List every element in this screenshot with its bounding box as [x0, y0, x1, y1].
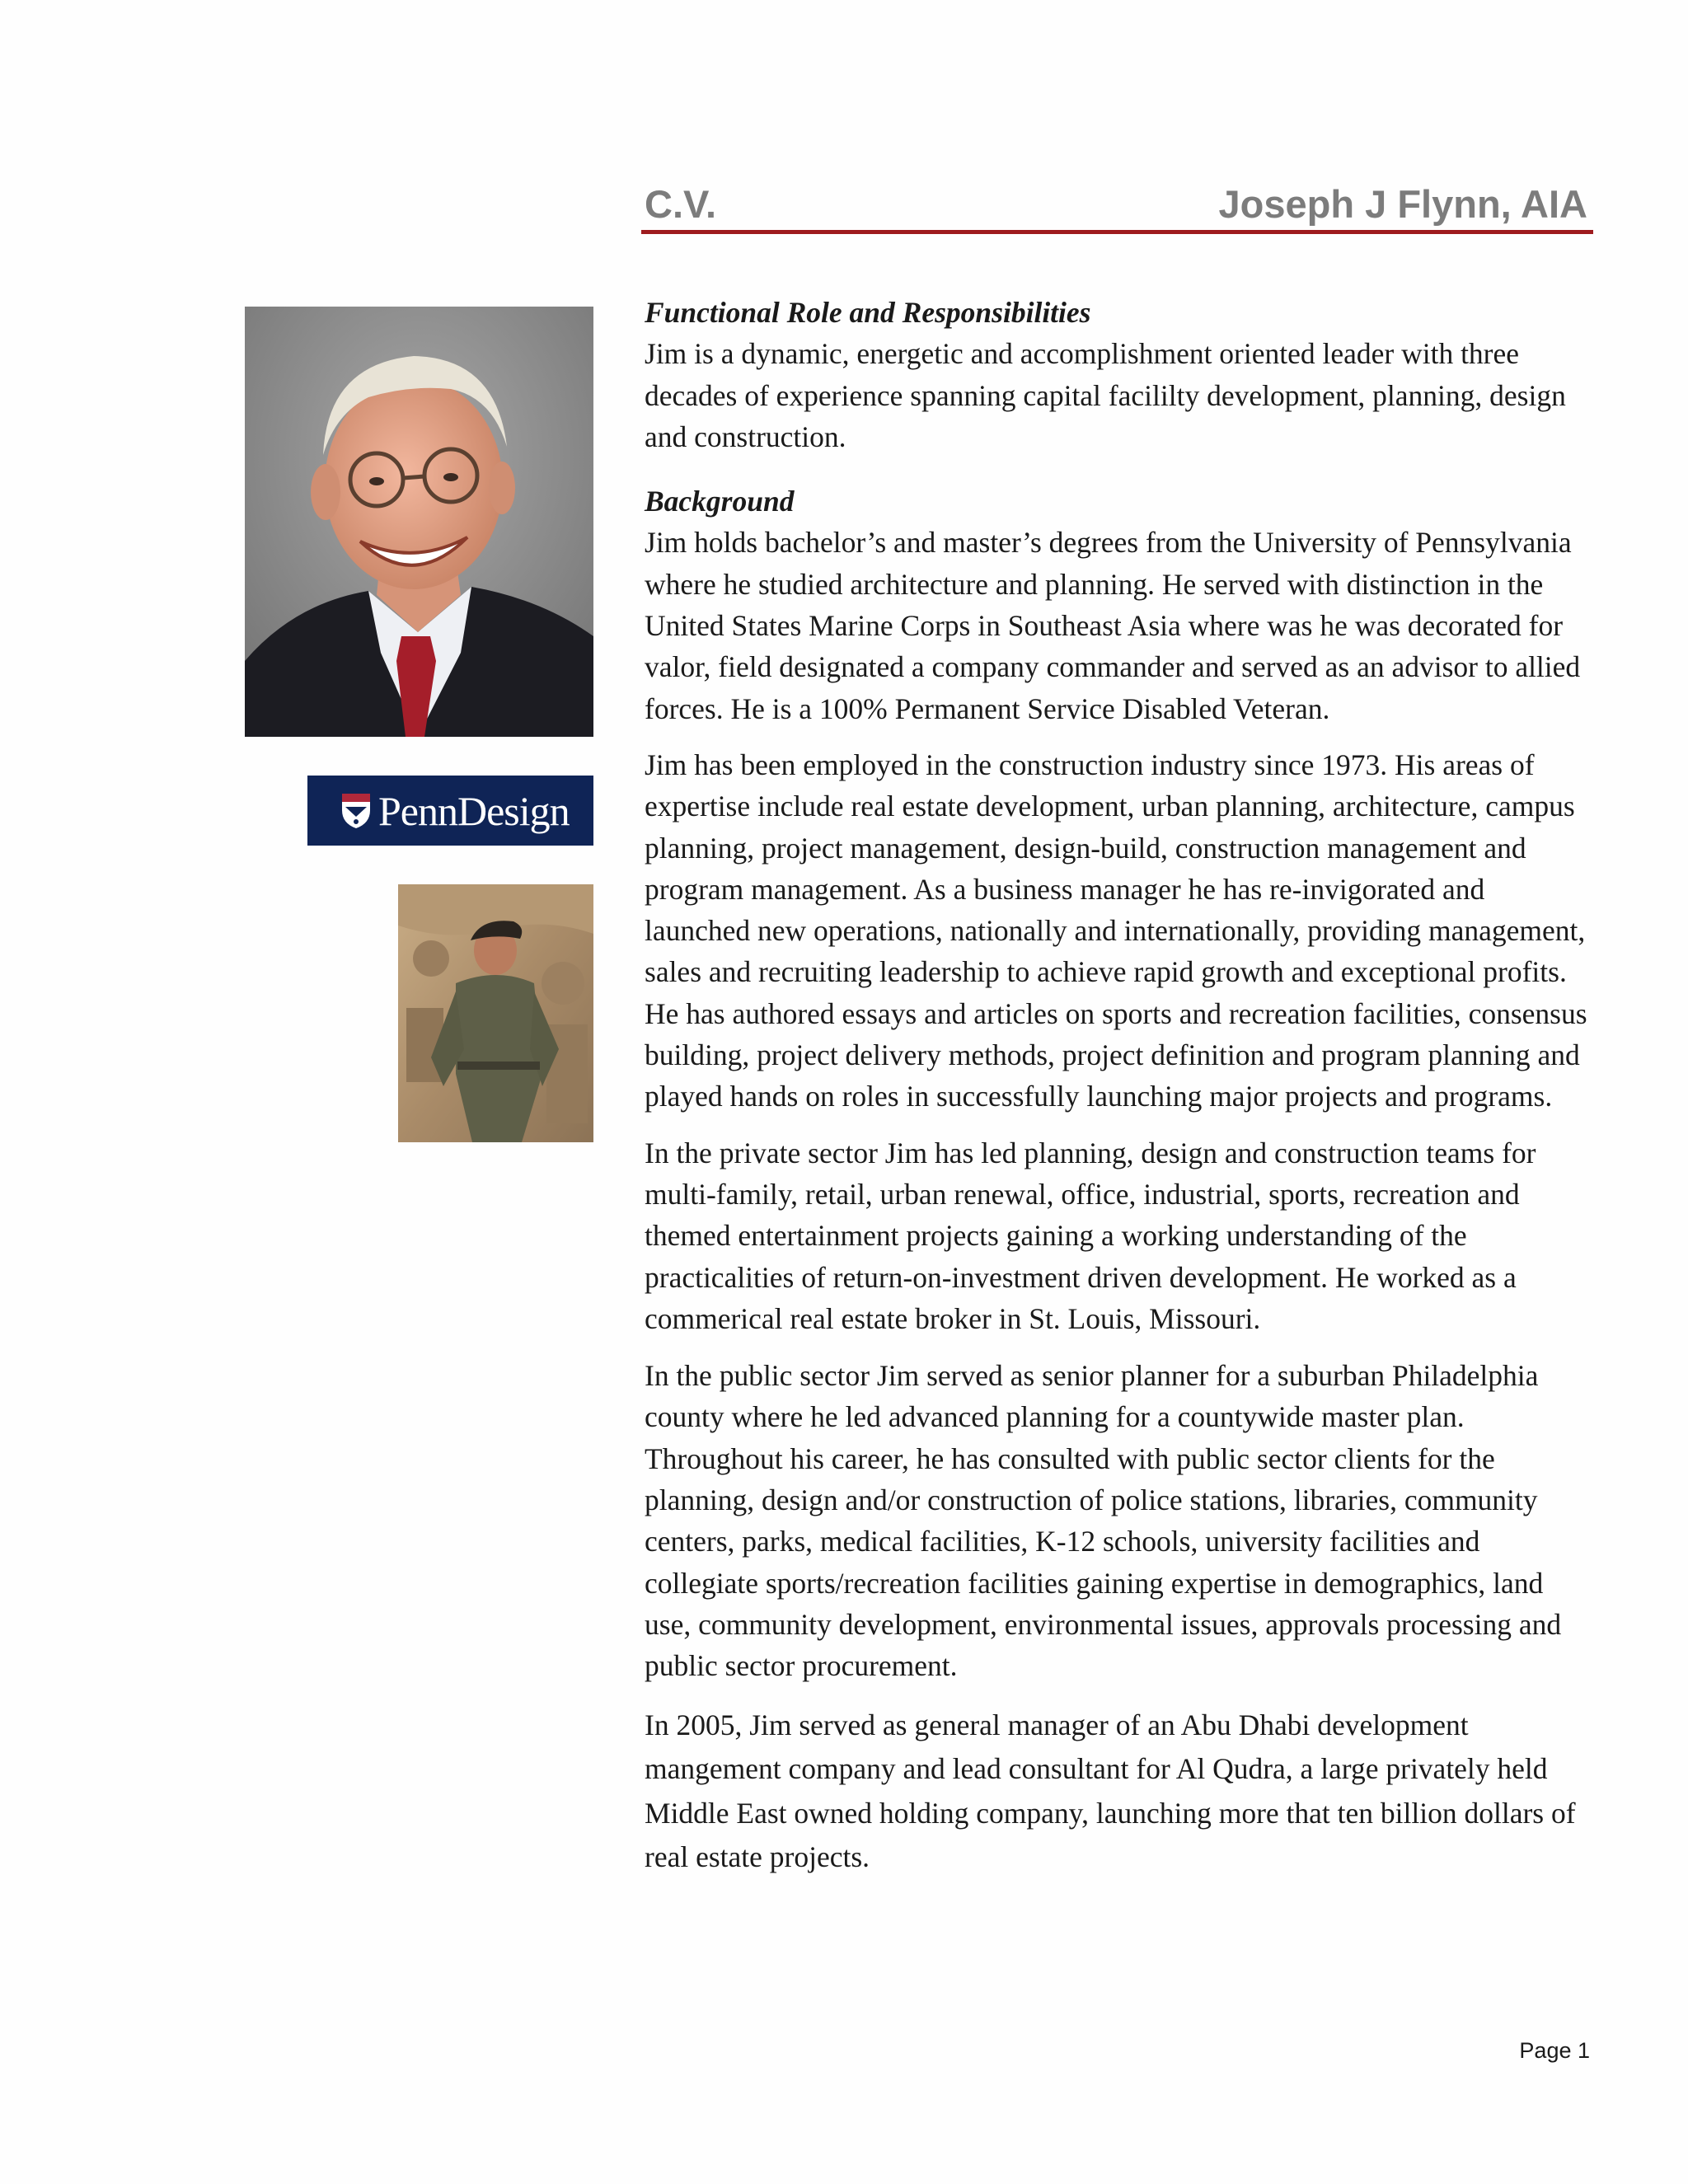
functional-role-section [645, 292, 1594, 457]
cv-body [645, 292, 1594, 1880]
person-name: Joseph J Flynn, AIA [1218, 182, 1587, 226]
penndesign-logo [307, 776, 593, 846]
shield-icon [340, 792, 372, 830]
page-number: Page 1 [1519, 2038, 1590, 2063]
section-heading-functional-role: Functional Role and Responsibilities [645, 296, 1091, 329]
logo-text: PennDesign [378, 788, 570, 834]
portrait-photo [245, 307, 593, 737]
functional-role-text: Jim is a dynamic, energetic and accomplishment oriented leader with three decades of experience spanning capital facililty development, planning, design and construction. [645, 337, 1566, 453]
background-paragraph-1: Jim holds bachelor’s and master’s degrees from the University of Pennsylvania where he studied architecture and planning. He served with distinction in the United States Marine Corps in Southeast Asia where was he was decorated for valor, field designated a company commander and served as an advisor to allied forces. He is a 100% Permanent Service Disabled Veteran. [645, 526, 1581, 725]
cv-title: C.V. [645, 182, 717, 226]
soldier-photo [398, 884, 593, 1142]
background-paragraph-3: In the private sector Jim has led planning, design and construction teams for multi-family, retail, urban renewal, office, industrial, sports, recreation and themed entertainment projects gaining a working understanding of the practicalities of return-on-investment driven development. He worked as a commerical real estate broker in St. Louis, Missouri. [645, 1136, 1536, 1335]
background-paragraph-4: In the public sector Jim served as senior planner for a suburban Philadelphia county where he led advanced planning for a countywide master plan. Throughout his career, he has consulted with public sector clients for the planning, design and/or construction of police stations, libraries, community centers, parks, medical facilities, K-12 schools, university facilities and collegiate sports/recreation facilities gaining expertise in demographics, land use, community development, environmental issues, approvals processing and public sector procurement. [645, 1359, 1562, 1683]
background-paragraph-2: Jim has been employed in the construction industry since 1973. His areas of expertise include real estate development, urban planning, architecture, campus planning, project management, design-build, construction management and program management. As a business manager he has re-invigorated and launched new operations, nationally and internationally, providing management, sales and recruiting leadership to achieve rapid growth and exceptional profits. He has authored essays and articles on sports and recreation facilities, consensus building, project delivery methods, project definition and program planning and played hands on roles in successfully launching major projects and programs. [645, 748, 1587, 1113]
section-heading-background: Background [645, 485, 795, 518]
document-header [641, 180, 1591, 229]
background-section [645, 480, 1594, 729]
background-paragraph-5: In 2005, Jim served as general manager of an Abu Dhabi development mangement company and lead consultant for Al Qudra, a large privately held Middle East owned holding company, launching more that ten billion dollars of real estate projects. [645, 1708, 1576, 1873]
header-rule [641, 230, 1593, 234]
